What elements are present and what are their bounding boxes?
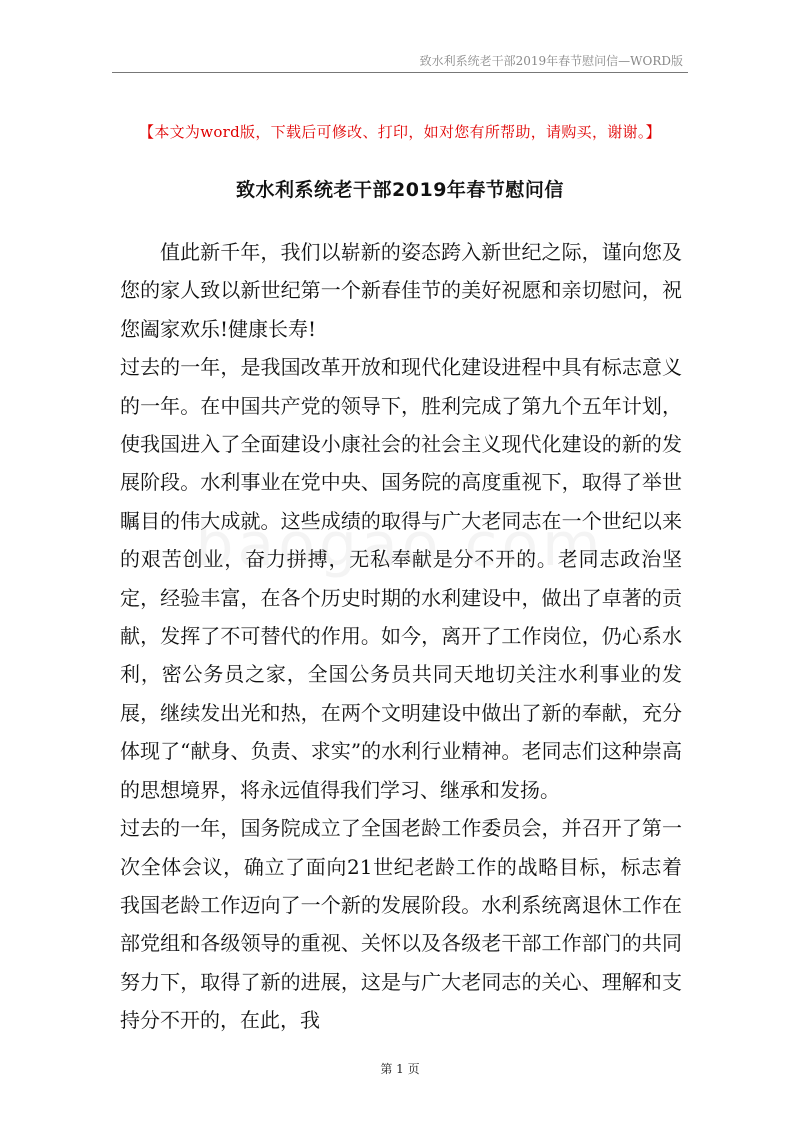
paragraph-2: 过去的一年，是我国改革开放和现代化建设进程中具有标志意义的一年。在中国共产党的领导下，胜利完成了第九个五年计划，使我国进入了全面建设小康社会的社会主义现代化建设的新的发展阶段。水利事业在党中央、国务院的高度重视下，取得了举世瞩目的伟大成就。这些成绩的取得与广大老同志在一个世纪以来的艰苦创业，奋力拼搏，无私奉献是分不开的。老同志政治坚定，经验丰富，在各个历史时期的水利建设中，做出了卓著的贡献，发挥了不可替代的作用。如今，离开了工作岗位，仍心系水利，密公务员之家，全国公务员共同天地切关注水利事业的发展，继续发出光和热，在两个文明建设中做出了新的奉献，充分体现了“献身、负责、求实”的水利行业精神。老同志们这种崇高的思想境界，将永远值得我们学习、继承和发扬。 (120, 355, 682, 802)
download-notice: 【本文为word版，下载后可修改、打印，如对您有所帮助，请购买，谢谢。】 (139, 123, 661, 141)
page-number: 第 1 页 (380, 1062, 420, 1076)
document-title: 致水利系统老干部2019年春节慰问信 (236, 179, 564, 201)
header-divider (112, 72, 688, 73)
paragraph-1: 值此新千年，我们以崭新的姿态跨入新世纪之际，谨向您及您的家人致以新世纪第一个新春佳节的美好祝愿和亲切慰问，祝您阖家欢乐!健康长寿! (120, 240, 682, 341)
document-body (120, 233, 682, 1040)
paragraph-3: 过去的一年，国务院成立了全国老龄工作委员会，并召开了第一次全体会议，确立了面向21世纪老龄工作的战略目标，标志着我国老龄工作迈向了一个新的发展阶段。水利系统离退休工作在部党组和各级领导的重视、关怀以及各级老干部工作部门的共同努力下，取得了新的进展，这是与广大老同志的关心、理解和支持分不开的，在此，我 (120, 816, 682, 1033)
running-header: 致水利系统老干部2019年春节慰问信—WORD版 (419, 54, 683, 68)
